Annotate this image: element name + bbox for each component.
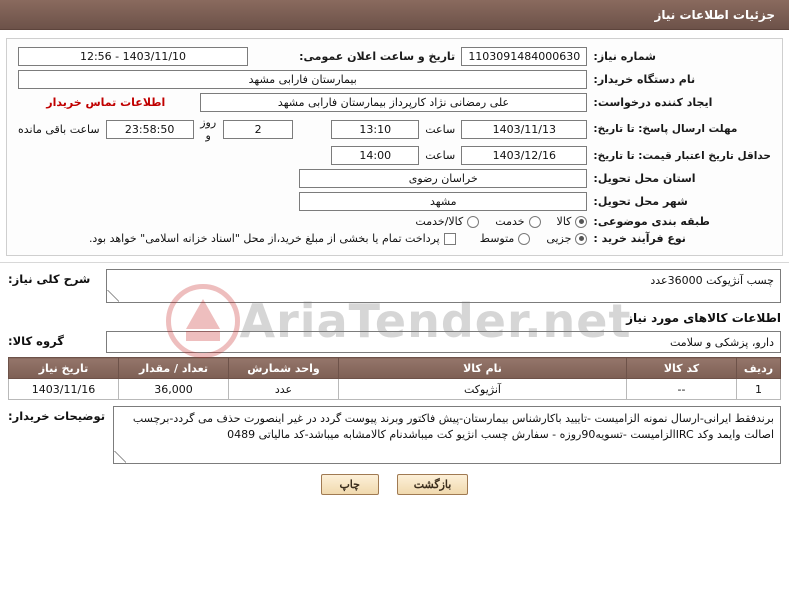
form-row-city: [15, 190, 774, 213]
need-summary-value: چسب آنژیوکت 36000عدد: [106, 269, 781, 303]
delivery-city-value: مشهد: [299, 192, 587, 211]
goods-group-row: [8, 331, 781, 353]
need-number-label: شماره نیاز:: [593, 50, 656, 63]
payment-checkbox-group[interactable]: [89, 232, 456, 245]
radio-icon[interactable]: [575, 216, 587, 228]
subject-option-label-2: کالا/خدمت: [415, 215, 464, 228]
announce-datetime-value: 1403/11/10 - 12:56: [18, 47, 248, 66]
process-type-radio-group[interactable]: [18, 232, 587, 245]
remaining-days-value: 2: [223, 120, 293, 139]
requester-label: ایجاد کننده درخواست:: [593, 96, 713, 109]
goods-table: [8, 357, 781, 400]
form-row-subject-class: [15, 213, 774, 230]
delivery-province-value: خراسان رضوی: [299, 169, 587, 188]
form-row-need-number: [15, 45, 774, 68]
subject-class-label: طبقه بندی موضوعی:: [593, 215, 710, 228]
goods-cell-name: آنژیوکت: [339, 379, 627, 400]
buyer-contact-link[interactable]: اطلاعات تماس خریدار: [46, 96, 166, 109]
payment-checkbox-label: پرداخت تمام یا بخشی از مبلغ خرید،از محل "اسناد خزانه اسلامی" خواهد بود.: [88, 232, 440, 245]
watermark-text: AriaTender.net: [239, 294, 632, 348]
goods-group-value: دارو، پزشکی و سلامت: [106, 331, 781, 353]
need-summary-label: شرح کلی نیاز:: [8, 272, 91, 286]
print-button[interactable]: چاپ: [321, 474, 379, 495]
goods-col-date: تاریخ نیاز: [9, 358, 119, 379]
price-validity-date: 1403/12/16: [461, 146, 587, 165]
need-details-panel: [6, 38, 783, 256]
process-type-label: نوع فرآیند خرید :: [593, 232, 686, 245]
buyer-org-label: نام دستگاه خریدار:: [593, 73, 696, 86]
remaining-days-word: روز و: [200, 116, 217, 142]
goods-col-unit: واحد شمارش: [229, 358, 339, 379]
radio-icon[interactable]: [529, 216, 541, 228]
buyer-notes-label: توضیحات خریدار:: [8, 409, 106, 423]
goods-table-wrapper: [8, 357, 781, 400]
goods-col-row: ردیف: [737, 358, 781, 379]
form-row-province: [15, 167, 774, 190]
form-row-buyer-org: [15, 68, 774, 91]
form-row-process-type: [15, 230, 774, 247]
delivery-province-label: استان محل تحویل:: [593, 172, 696, 185]
form-row-price-validity: [15, 144, 774, 167]
response-deadline-date: 1403/11/13: [461, 120, 587, 139]
window-titlebar: [0, 0, 789, 30]
back-button[interactable]: بازگشت: [397, 474, 469, 495]
need-number-value: 1103091484000630: [461, 47, 587, 66]
form-row-response-deadline: [15, 114, 774, 144]
buyer-notes-section: [8, 406, 781, 464]
goods-group-label: گروه کالا:: [8, 334, 64, 348]
price-validity-label: حداقل تاریخ اعتبار قیمت: تا تاریخ:: [593, 149, 771, 162]
remaining-time-word: ساعت باقی مانده: [18, 122, 100, 136]
page-title: جزئیات اطلاعات نیاز: [654, 7, 775, 22]
delivery-city-label: شهر محل تحویل:: [593, 195, 688, 208]
buyer-org-value: بیمارستان فارابی مشهد: [18, 70, 587, 89]
process-option-label-1: متوسط: [479, 232, 515, 245]
table-row: [9, 379, 781, 400]
announce-datetime-label: تاریخ و ساعت اعلان عمومی:: [299, 50, 456, 63]
process-option-jozii[interactable]: [546, 232, 587, 245]
footer-buttons: [0, 474, 789, 503]
subject-option-label-0: کالا: [556, 215, 572, 228]
response-deadline-time: 13:10: [331, 120, 419, 139]
section-divider: [0, 262, 789, 263]
requester-value: علی رمضانی نژاد کارپرداز بیمارستان فارابی مشهد: [200, 93, 588, 112]
process-option-motevasset[interactable]: [480, 232, 531, 245]
subject-option-kala-khedmat[interactable]: [415, 215, 479, 228]
buyer-notes-value: برندفقط ایرانی-ارسال نمونه الزامیست -تاییید باکارشناس بیمارستان-پیش فاکتور وبرند پیوست گردد در غیر اینصورت حذف می گردد-برچسب اصالت وایمد وکد IRCالزامیست -تسویه90روزه - سفارش چسب انژیو کت میباشدنام کالامشابه میباشد-کد مالیاتی 0489: [113, 406, 781, 464]
goods-cell-row: 1: [737, 379, 781, 400]
goods-section-title: اطلاعات کالاهای مورد نیاز: [626, 311, 781, 325]
price-validity-time-label: ساعت: [425, 149, 456, 162]
goods-cell-date: 1403/11/16: [9, 379, 119, 400]
goods-col-code: کد کالا: [627, 358, 737, 379]
radio-icon[interactable]: [467, 216, 479, 228]
radio-icon[interactable]: [575, 233, 587, 245]
radio-icon[interactable]: [518, 233, 530, 245]
response-time-label: ساعت: [425, 122, 456, 136]
goods-table-header-row: [9, 358, 781, 379]
subject-option-label-1: خدمت: [495, 215, 525, 228]
goods-cell-code: --: [627, 379, 737, 400]
remaining-time-value: 23:58:50: [106, 120, 194, 139]
goods-cell-qty: 36,000: [119, 379, 229, 400]
process-option-label-0: جزیی: [546, 232, 572, 245]
goods-cell-unit: عدد: [229, 379, 339, 400]
need-summary-section: [8, 269, 781, 303]
subject-option-khedmat[interactable]: [495, 215, 540, 228]
goods-col-name: نام کالا: [339, 358, 627, 379]
price-validity-time: 14:00: [331, 146, 419, 165]
need-details-form: [15, 45, 774, 247]
subject-option-kala[interactable]: [557, 215, 588, 228]
form-row-requester: [15, 91, 774, 114]
checkbox-icon[interactable]: [444, 233, 456, 245]
subject-class-radio-group[interactable]: [18, 215, 587, 228]
response-deadline-label: مهلت ارسال پاسخ: تا تاریخ:: [593, 123, 738, 135]
goods-col-qty: تعداد / مقدار: [119, 358, 229, 379]
